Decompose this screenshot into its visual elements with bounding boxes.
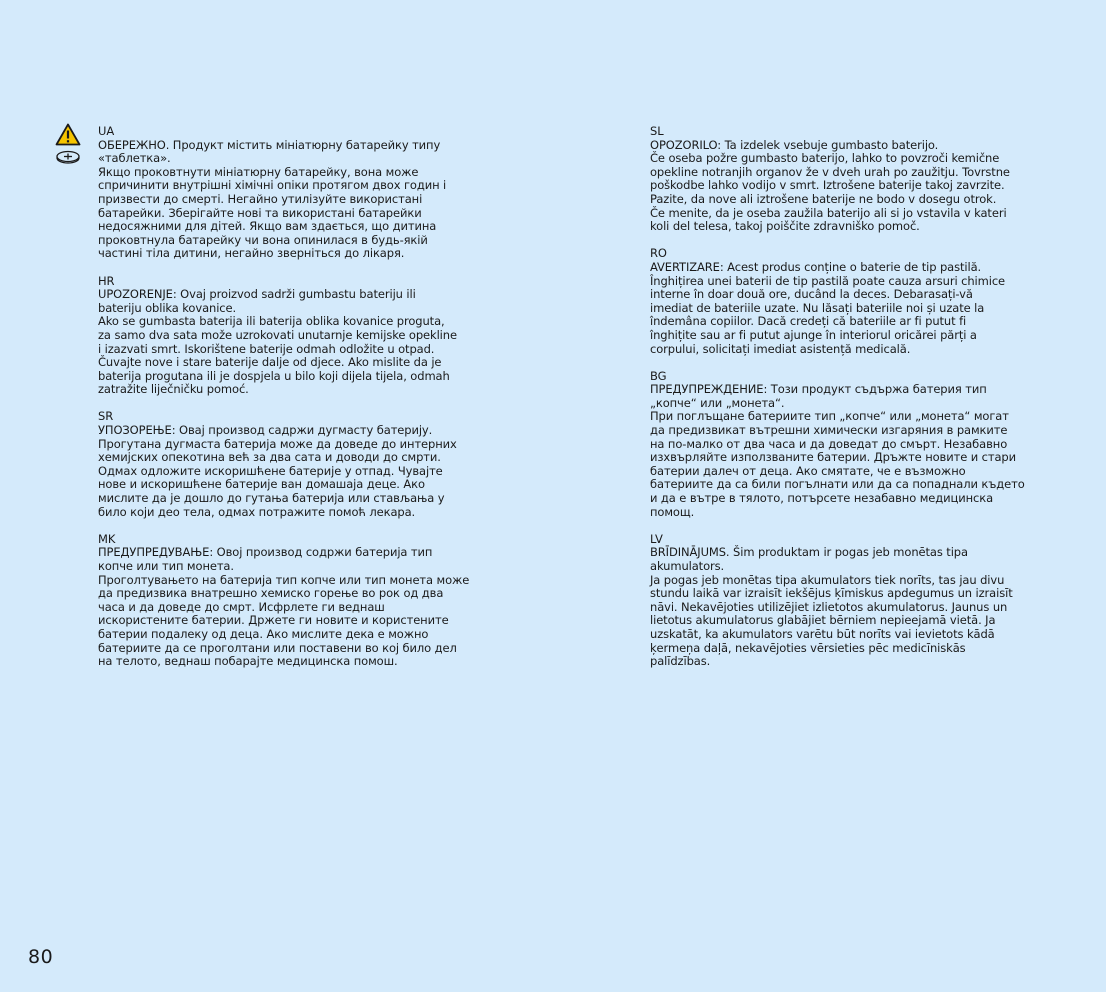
warning-text-sr: УПОЗОРЕЊЕ: Овај производ садржи дугмасту батерију. Прогутана дугмаста батерија може да доведе до интерних хемијских опекотина већ за два сата и доводи до смрти. Одмах одложите искоришћене батерије у отпад. Чувајте нове и искоришћене батерије ван домашаја деце. Ако мислите да је дошло до гутања батерија или стављања у било који део тела, одмах потражите помоћ лекара. [98,423,457,519]
section-ua [98,125,498,261]
warning-triangle-icon [55,123,81,146]
warning-text-mk: ПРЕДУПРЕДУВАЊЕ: Овој производ содржи батерија тип копче или тип монета. Проголтувањето на батерија тип копче или тип монета може да предизвика внатрешно хемиско горење во рок од два часа и да доведе до смрт. Исфрлете ги веднаш искористените батерии. Држете ги новите и користените батерии подалеку од деца. Ако мислите дека е можно батериите да се проголтани или поставени во кој било дел на телото, веднаш побарајте медицинска помош. [98,545,470,669]
language-code-mk: MK [98,531,116,546]
warning-text-ua: ОБЕРЕЖНО. Продукт містить мініатюрну батарейку типу «таблетка». Якщо проковтнути мініатюрну батарейку, вона може спричинити внутрішні хімічні опіки протягом двох годин і призвести до смерті. Негайно утилізуйте використані батарейки. Зберігайте нові та використані батарейки недосяжними для дітей. Якщо вам здається, що дитина проковтнула батарейку чи вона опинилася в будь-якій частині тіла дитини, негайно зверніться до лікаря. [98,137,447,261]
section-ro [650,247,1050,356]
language-code-bg: BG [650,368,667,383]
left-column [98,125,498,682]
warning-text-sl: OPOZORILO: Ta izdelek vsebuje gumbasto baterijo. Če oseba požre gumbasto baterijo, lahko to povzroči kemične opekline notranjih organov že v dveh urah po zaužitju. Tovrstne poškodbe lahko vodijo v smrt. Iztrošene baterije takoj zavrzite. Pazite, da nove ali iztrošene baterije ne bodo v dosegu otrok. Če menite, da je oseba zaužila baterijo ali si jo vstavila v kateri koli del telesa, takoj poiščite zdravniško pomoč. [650,137,1010,234]
warning-text-lv: BRĪDINĀJUMS. Šim produktam ir pogas jeb monētas tipa akumulators. Ja pogas jeb monētas tipa akumulators tiek norīts, tas jau divu stundu laikā var izraisīt iekšējus ķīmiskus apdegumus un izraisīt nāvi. Nekavējoties utilizējiet izlietotos akumulatorus. Jaunus un lietotus akumulatorus glabājiet bērniem nepieejamā vietā. Ja uzskatāt, ka akumulators varētu būt norīts vai ievietots kādā ķermeņa daļā, nekavējoties vērsieties pēc medicīniskās palīdzības. [650,545,1013,669]
warning-text-bg: ПРЕДУПРЕЖДЕНИЕ: Този продукт съдържа батерия тип „копче“ или „монета“. При поглъщане батериите тип „копче“ или „монета“ могат да предизвикат вътрешни химически изгаряния в рамките на по-малко от два часа и да доведат до смърт. Незабавно изхвърляйте използваните батерии. Дръжте новите и стари батерии далеч от деца. Ако смятате, че е възможно батериите да са били погълнати или да са попаднали където и да е вътре в тялото, потърсете незабавно медицинска помощ. [650,382,1025,519]
language-code-sr: SR [98,409,114,424]
language-code-hr: HR [98,273,115,288]
section-hr [98,275,498,397]
page-number: 80 [28,946,54,968]
language-code-sl: SL [650,124,664,138]
section-sl [650,125,1050,234]
language-code-ro: RO [650,246,667,261]
language-code-ua: UA [98,124,115,138]
coin-battery-icon [55,150,81,164]
section-sr [98,410,498,519]
warning-text-hr: UPOZORENJE: Ovaj proizvod sadrži gumbastu bateriju ili bateriju oblika kovanice. Ako se gumbasta baterija ili baterija oblika kovanice proguta, za samo dva sata može uzrokovati unutarnje kemijske opekline i izazvati smrt. Iskorištene baterije odmah odložite u otpad. Čuvajte nove i stare baterije dalje od djece. Ako mislite da je baterija progutana ili je dospjela u bilo koji dijela tijela, odmah zatražite liječničku pomoć. [98,287,457,397]
section-lv [650,533,1050,669]
warning-text-ro: AVERTIZARE: Acest produs conține o baterie de tip pastilă. Înghițirea unei baterii de tip pastilă poate cauza arsuri chimice interne în doar două ore, ducând la deces. Debarasați-vă imediat de bateriile uzate. Nu lăsați bateriile noi și uzate la îndemâna copiilor. Dacă credeți că bateriile ar fi putut fi înghițite sau ar fi putut ajunge în interiorul oricărei părți a corpului, solicitați imediat asistență medicală. [650,259,1006,356]
section-bg [650,370,1050,520]
language-code-lv: LV [650,531,663,546]
warning-icons [55,123,85,164]
section-mk [98,533,498,669]
right-column [650,125,1050,682]
